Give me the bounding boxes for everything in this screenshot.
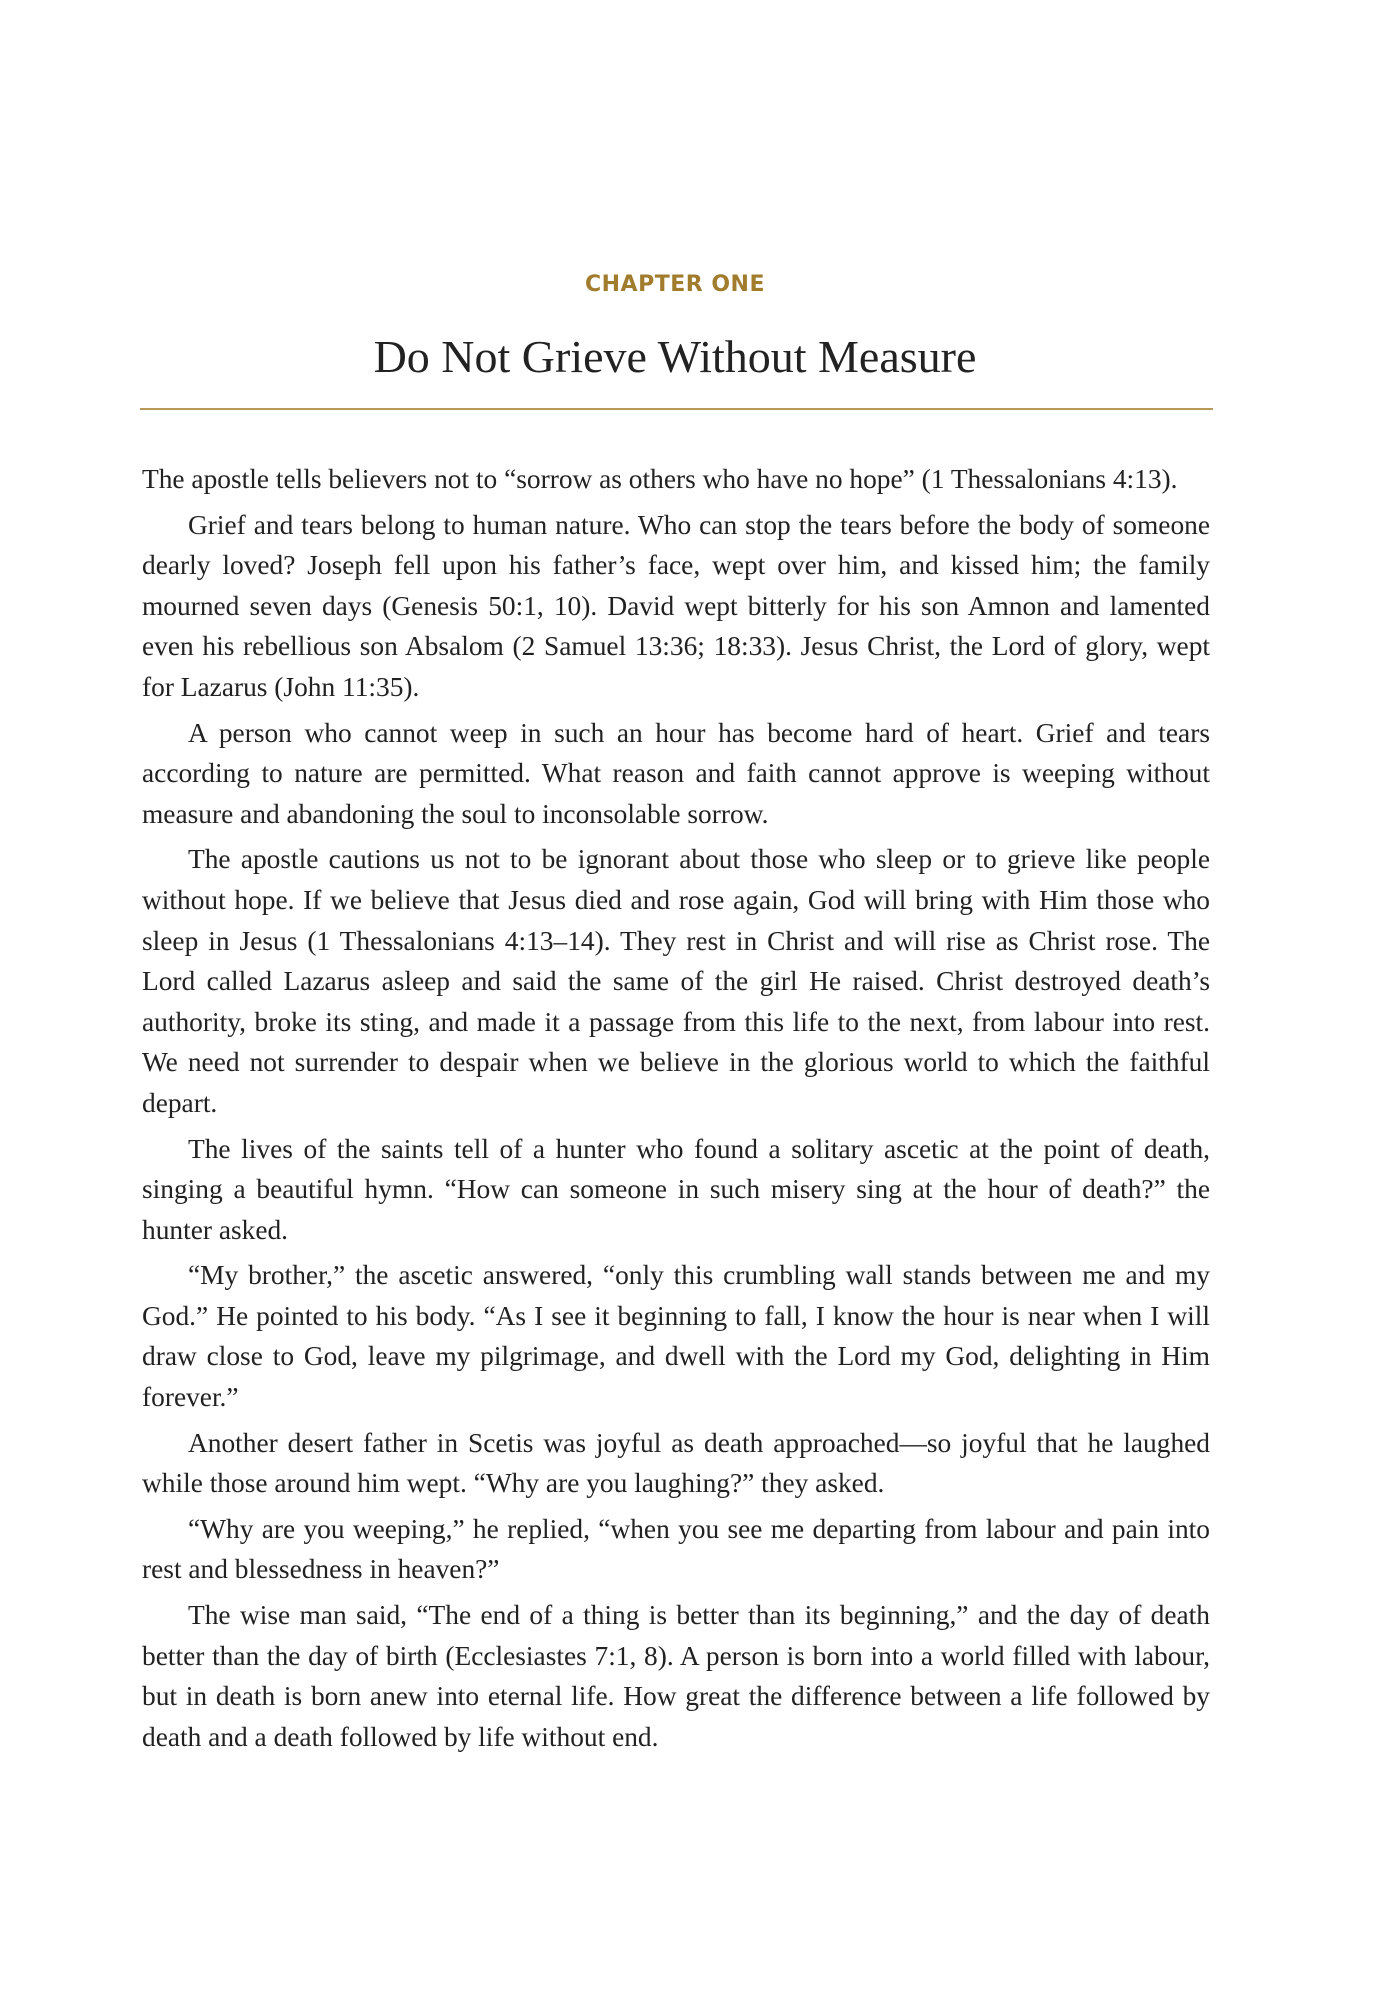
paragraph: The apostle cautions us not to be ignorant about those who sleep or to grieve like people without hope. If we believe that Jesus died and rose again, God will bring with Him those who sleep in Jesus (1 Thessalonians 4:13–14). They rest in Christ and will rise as Christ rose. The Lord called Lazarus asleep and said the same of the girl He raised. Christ destroyed death’s authority, broke its sting, and made it a passage from this life to the next, from labour into rest. We need not surrender to despair when we believe in the glorious world to which the faithful depart. [142, 844, 1210, 1118]
paragraph: Another desert father in Scetis was joyful as death approached—so joyful that he laughed while those around him wept. “Why are you laughing?” they asked. [142, 1427, 1210, 1499]
paragraph: A person who cannot weep in such an hour has become hard of heart. Grief and tears according to nature are permitted. What reason and faith cannot approve is weeping without measure and abandoning the soul to inconsolable sorrow. [142, 717, 1210, 829]
paragraph: Grief and tears belong to human nature. Who can stop the tears before the body of someone dearly loved? Joseph fell upon his father’s face, wept over him, and kissed him; the family mourned seven days (Genesis 50:1, 10). David wept bitterly for his son Amnon and lamented even his rebellious son Absalom (2 Samuel 13:36; 18:33). Jesus Christ, the Lord of glory, wept for Lazarus (John 11:35). [142, 509, 1210, 702]
paragraph: “My brother,” the ascetic answered, “only this crumbling wall stands between me and my God.” He pointed to his body. “As I see it beginning to fall, I know the hour is near when I will draw close to God, leave my pilgrimage, and dwell with the Lord my God, delighting in Him forever.” [142, 1260, 1210, 1413]
paragraph: The apostle tells believers not to “sorrow as others who have no hope” (1 Thessalonians 4:13). [142, 464, 1178, 494]
chapter-title: Do Not Grieve Without Measure [373, 331, 977, 382]
chapter-label: CHAPTER ONE [585, 272, 765, 297]
paragraph: “Why are you weeping,” he replied, “when you see me departing from labour and pain into rest and blessedness in heaven?” [142, 1513, 1210, 1585]
title-divider [140, 408, 1213, 410]
paragraph: The wise man said, “The end of a thing is better than its beginning,” and the day of death better than the day of birth (Ecclesiastes 7:1, 8). A person is born into a world filled with labour, but in death is born anew into eternal life. How great the difference between a life followed by death and a death followed by life without end. [142, 1600, 1210, 1752]
paragraph: The lives of the saints tell of a hunter who found a solitary ascetic at the point of death, singing a beautiful hymn. “How can someone in such misery sing at the hour of death?” the hunter asked. [142, 1133, 1210, 1245]
chapter-body [142, 459, 1210, 1762]
